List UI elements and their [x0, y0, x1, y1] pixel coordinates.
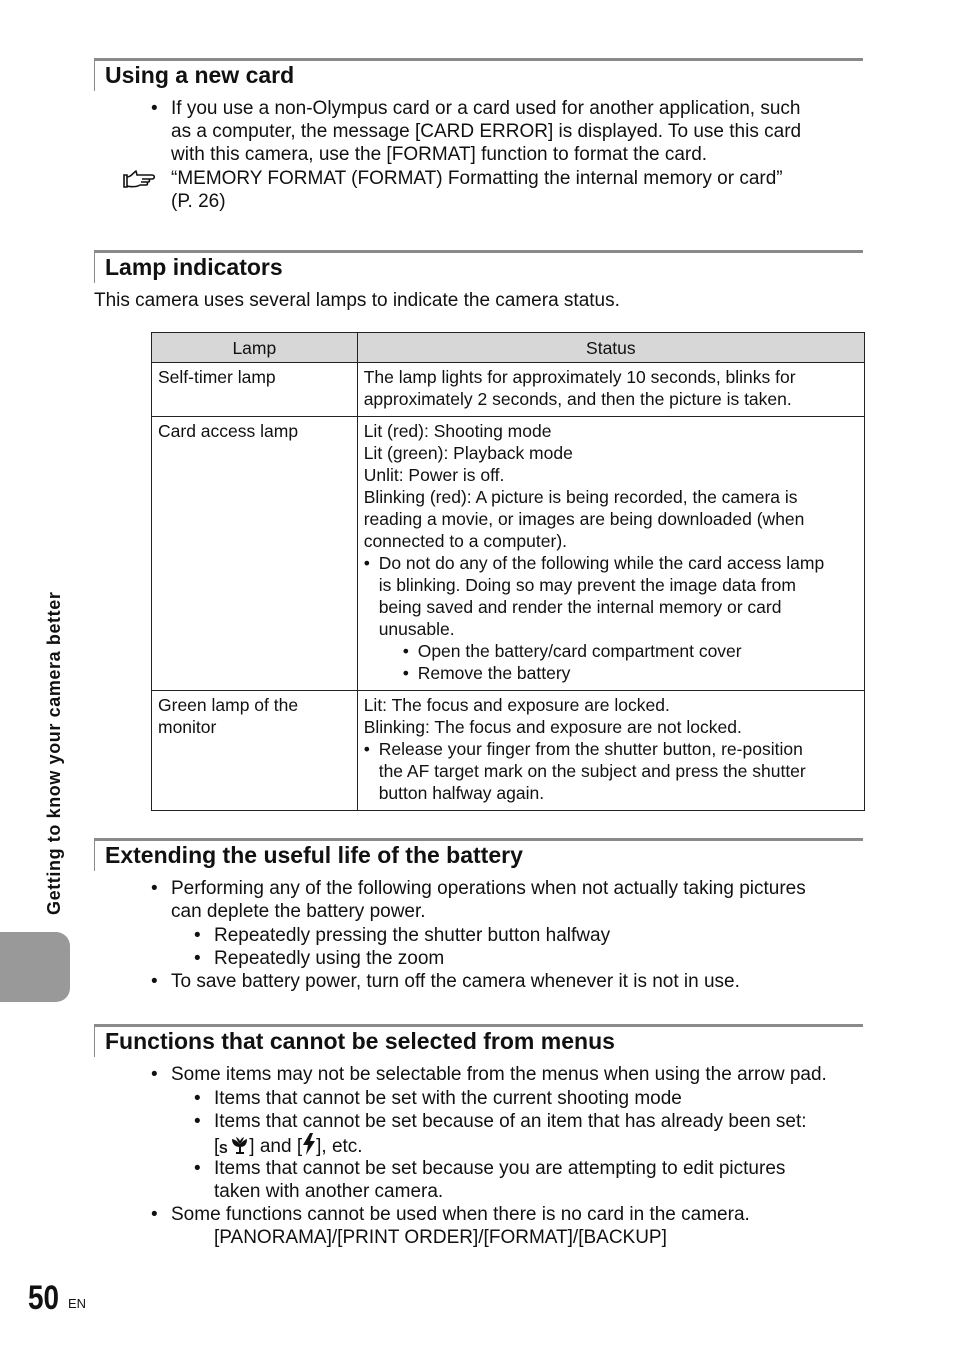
section-header-functions	[94, 1024, 863, 1055]
function-list: [PANORAMA]/[PRINT ORDER]/[FORMAT]/[BACKUP]	[214, 1227, 667, 1248]
lamp-cell: Card access lamp	[152, 417, 358, 691]
table-row	[152, 363, 865, 417]
reference-hand-icon	[122, 168, 158, 190]
section-header-lamps	[94, 250, 863, 281]
column-header-status: Status	[357, 333, 864, 363]
page-number: 50	[28, 1279, 60, 1317]
status-cell: Lit (red): Shooting mode Lit (green): Playback mode Unlit: Power is off. Blinking (red): A picture is being recorded, the camera is reading a movie, or images are being downloaded (when connected to a computer). • Do not do any of the following while the card access lamp is blinking. Doing so may prevent the image data from being saved and render the internal memory or card unusable. • Open the battery/card compartment cover • Remove the battery	[357, 417, 864, 691]
status-cell: The lamp lights for approximately 10 seconds, blinks for approximately 2 seconds, and then the picture is taken.	[357, 363, 864, 417]
section-header-battery	[94, 838, 863, 869]
column-header-lamp: Lamp	[152, 333, 358, 363]
table-row	[152, 417, 865, 691]
flash-icon	[302, 1133, 316, 1155]
reference-note: “MEMORY FORMAT (FORMAT) Formatting the internal memory or card” (P. 26)	[171, 168, 783, 212]
list-item: • Remove the battery	[402, 663, 571, 683]
lamp-table	[151, 332, 865, 811]
svg-text:S: S	[219, 1141, 228, 1155]
table-header-row	[152, 333, 865, 363]
status-cell: Lit: The focus and exposure are locked. Blinking: The focus and exposure are not locked. • Release your finger from the shutter button, re-position the AF target mark on the subject and press the shutter button halfway again.	[357, 691, 864, 811]
chapter-title: Getting to know your camera better	[44, 591, 64, 915]
super-macro-icon	[219, 1135, 249, 1155]
lamp-cell: Green lamp of the monitor	[152, 691, 358, 811]
table-row	[152, 691, 865, 811]
section-header-new-card	[94, 58, 863, 89]
heading-new-card: Using a new card	[105, 62, 295, 88]
lamp-cell: Self-timer lamp	[152, 363, 358, 417]
list-item: • Open the battery/card compartment cover	[402, 641, 742, 661]
list-item: • Do not do any of the following while the card access lamp is blinking. Doing so may prevent the image data from being saved and render the internal memory or card unusable.	[363, 553, 825, 639]
lamps-intro: This camera uses several lamps to indicate the camera status.	[94, 290, 620, 311]
heading-battery: Extending the useful life of the battery	[105, 842, 523, 868]
page-language: EN	[68, 1296, 87, 1311]
heading-lamps: Lamp indicators	[105, 254, 283, 280]
chapter-tab	[0, 932, 70, 1002]
heading-functions: Functions that cannot be selected from menus	[105, 1028, 615, 1054]
list-item: • Release your finger from the shutter button, re-position the AF target mark on the subject and press the shutter button halfway again.	[363, 739, 806, 803]
